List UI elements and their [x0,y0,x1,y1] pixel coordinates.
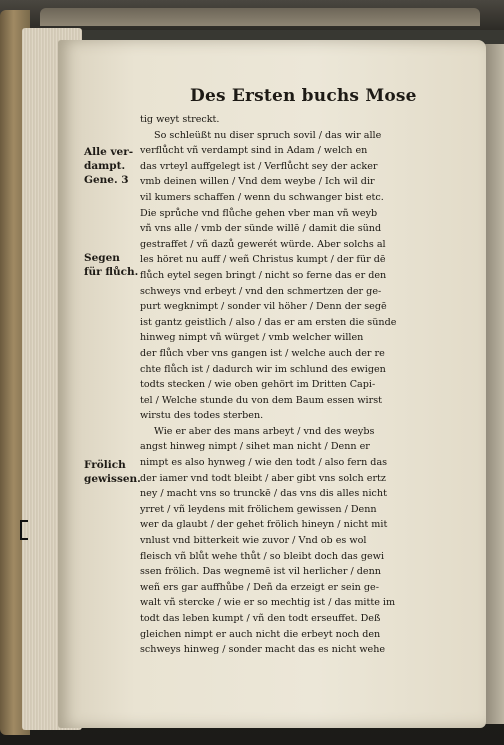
adjacent-page [484,44,504,724]
text-line: weñ ers gar auffhůbe / Deñ da erzeigt er sein ge- [140,581,379,593]
text-line: der iamer vnd todt bleibt / aber gibt vns solch ertz [140,472,386,484]
text-line: gleichen nimpt er auch nicht die erbeyt noch den [140,628,381,640]
text-line: walt vñ stercke / wie er so mechtig ist / das mitte im [140,597,396,609]
marginal-note-3 [84,458,141,486]
text-line: schweys vnd erbeyt / vnd den schmertzen der ge- [140,285,382,297]
text-line: tel / Welche stunde du von dem Baum essen wirst [140,394,382,406]
text-line: Die sprůche vnd flůche gehen vber man vñ weyb [140,207,378,219]
marginal-line: Alle ver- [84,146,134,158]
book-cover-rim [40,8,480,26]
text-line: hinweg nimpt vñ würget / vmb welcher willen [140,332,364,344]
text-line: vñ vns alle / vmb der sünde willē / damit die sünd [140,223,382,235]
marginal-note-2 [84,251,138,279]
text-line: todts stecken / wie oben gehört im Dritten Capi- [140,379,376,391]
body-text [140,112,450,658]
text-line: verflůcht vñ verdampt sind in Adam / welch en [140,145,368,157]
marginal-line: gewissen. [84,473,141,485]
text-line: les höret nu auff / weñ Christus kumpt / der für dē [140,254,386,266]
text-line: ssen frölich. Das wegnemē ist vil herlicher / denn [140,566,381,578]
text-line: yrret / vñ leydens mit frölichem gewissen / Denn [140,503,377,515]
text-line: das vrteyl auffgelegt ist / Verflůcht sey der acker [140,160,378,172]
text-line: vil kumers schaffen / wenn du schwanger bist etc. [140,191,384,203]
text-line: ist gantz geistlich / also / das er am ersten die sünde [140,316,397,328]
marginal-line: Gene. 3 [84,174,129,186]
text-line: chte flůch ist / dadurch wir im schlund des ewigen [140,363,386,375]
text-line: ney / macht vns so trunckē / das vns dis alles nicht [140,488,387,500]
running-head: Des Ersten buchs Mose [190,86,417,106]
text-line: wer da glaubt / der gehet frölich hineyn / nicht mit [140,519,388,531]
text-line: der flůch vber vns gangen ist / welche auch der re [140,347,385,359]
text-line: So schleüßt nu diser spruch sovil / das wir alle [154,129,382,141]
text-line: gestraffet / vñ dazů gewerét würde. Aber solchs al [140,238,386,250]
text-line: angst hinweg nimpt / sihet man nicht / Denn er [140,441,370,453]
text-line: nimpt es also hynweg / wie den todt / also fern das [140,457,388,469]
text-line: tig weyt streckt. [140,114,220,125]
marginal-note-1 [84,145,133,187]
text-line: todt das leben kumpt / vñ den todt erseuffet. Deß [140,613,381,624]
text-line: fleisch vñ blůt wehe thůt / so bleibt doch das gewi [140,550,385,562]
text-line: flůch eytel segen bringt / nicht so ferne das er den [140,269,387,281]
binding-bracket-mark [20,520,28,540]
text-line: Wie er aber des mans arbeyt / vnd des weybs [154,425,375,437]
text-line: purt wegknimpt / sonder vil höher / Denn der segē [140,301,387,313]
marginal-line: für flůch. [84,266,139,278]
marginal-line: dampt. [84,160,126,172]
text-line: vnlust vnd bitterkeit wie zuvor / Vnd ob es wol [140,535,367,547]
marginal-line: Frölich [84,459,126,471]
text-line: wirstu des todes sterben. [140,410,264,422]
marginal-line: Segen [84,252,120,264]
text-line: schweys hinweg / sonder macht das es nicht wehe [140,644,386,656]
text-line: vmb deinen willen / Vnd dem weybe / Ich wil dir [140,176,375,188]
